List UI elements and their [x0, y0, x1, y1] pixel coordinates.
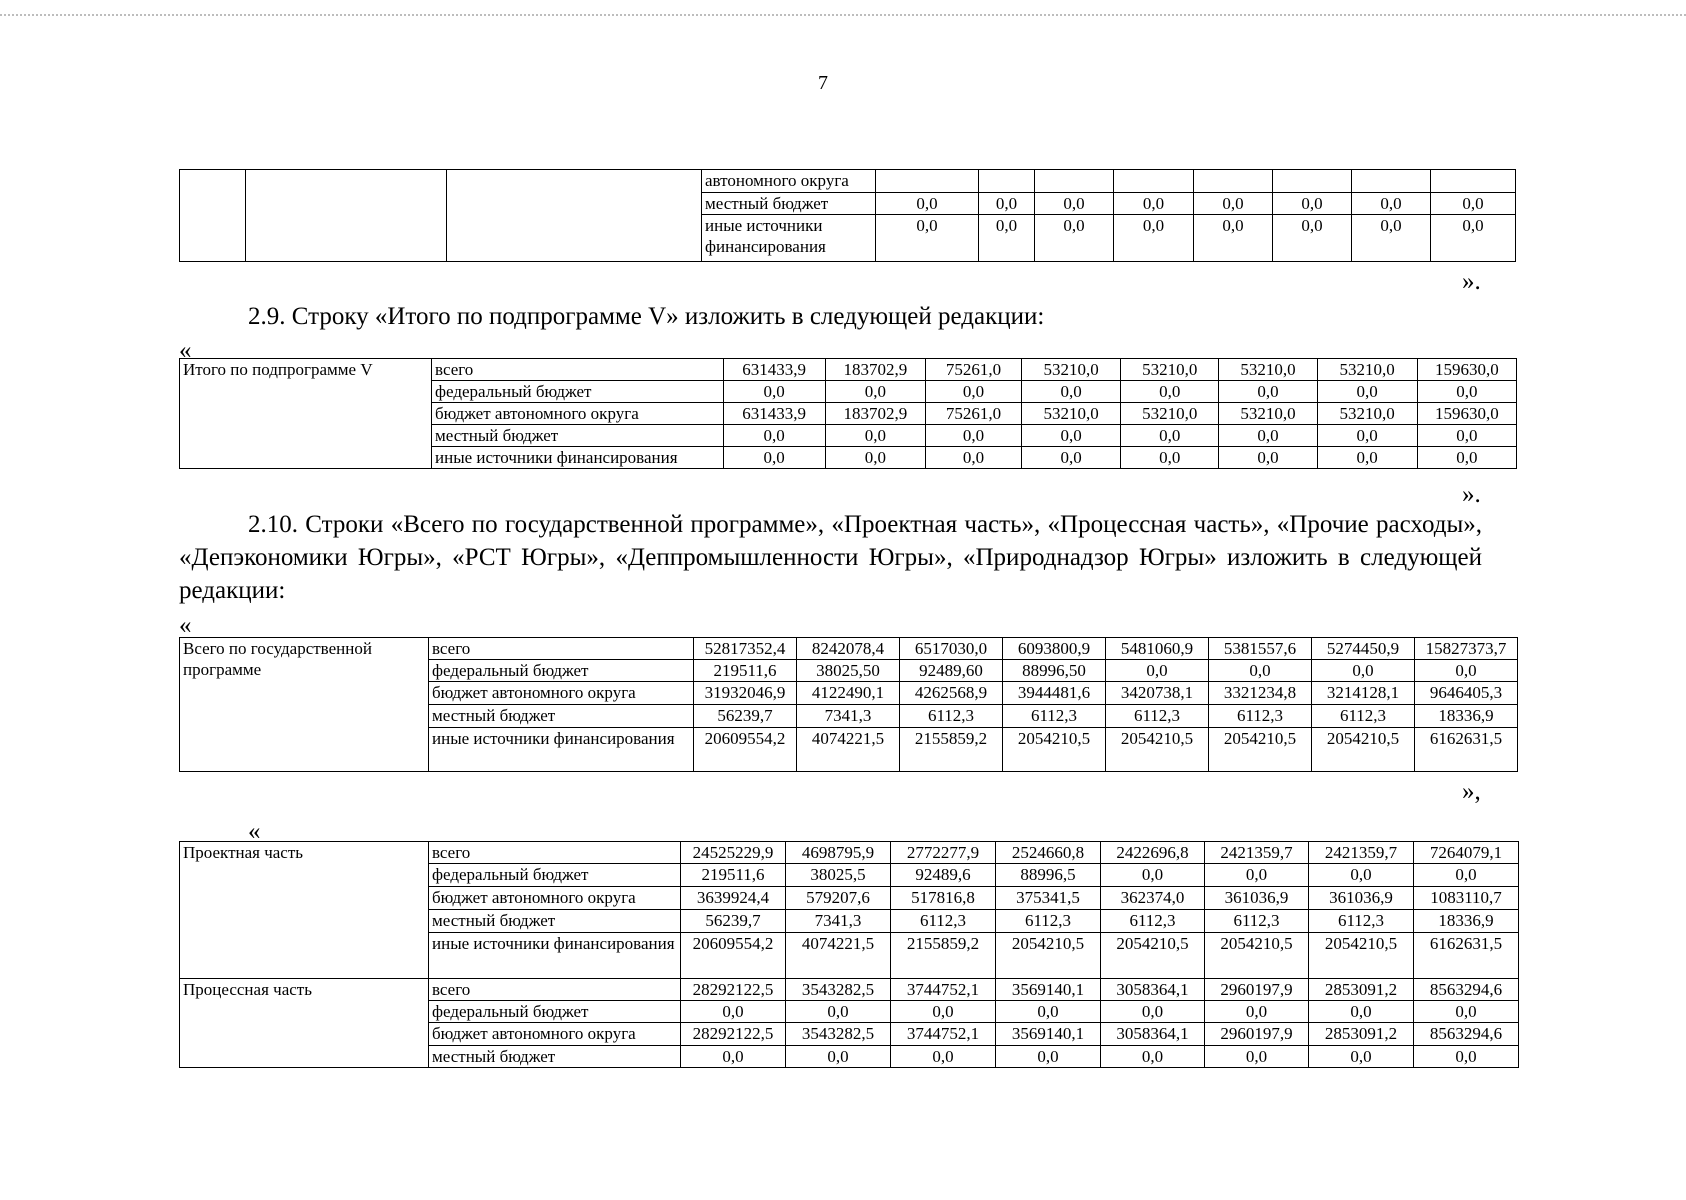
row-label: всего [429, 842, 681, 864]
value-cell: 6112,3 [1312, 705, 1415, 728]
value-cell: 56239,7 [681, 910, 786, 933]
value-cell: 2054210,5 [1309, 933, 1414, 979]
value-cell: 0,0 [1219, 381, 1317, 403]
value-cell: 0,0 [1273, 193, 1352, 215]
row-label: иные источники финансирования [429, 933, 681, 979]
value-cell: 5274450,9 [1312, 638, 1415, 660]
value-cell: 361036,9 [1205, 887, 1309, 910]
value-cell: 362374,0 [1101, 887, 1205, 910]
value-cell: 0,0 [1205, 1001, 1309, 1023]
value-cell: 53210,0 [1317, 403, 1417, 425]
value-cell: 0,0 [1415, 660, 1518, 682]
value-cell: 0,0 [979, 215, 1035, 262]
value-cell: 53210,0 [1121, 359, 1219, 381]
value-cell: 0,0 [876, 215, 979, 262]
value-cell: 88996,50 [1003, 660, 1106, 682]
value-cell: 92489,6 [891, 864, 996, 887]
value-cell: 3543282,5 [786, 1023, 891, 1046]
row-label: всего [429, 638, 694, 660]
value-cell: 6112,3 [1106, 705, 1209, 728]
value-cell: 2422696,8 [1101, 842, 1205, 864]
value-cell [1352, 170, 1431, 193]
value-cell: 0,0 [723, 381, 825, 403]
value-cell: 0,0 [996, 1001, 1101, 1023]
value-cell: 579207,6 [786, 887, 891, 910]
group-label: Процессная часть [180, 979, 429, 1068]
table-row [180, 842, 1519, 864]
value-cell: 3744752,1 [891, 979, 996, 1001]
value-cell: 0,0 [1194, 215, 1273, 262]
project-process-parts-table [179, 841, 1519, 1068]
value-cell: 0,0 [723, 447, 825, 469]
row-label: автономного округа [702, 170, 876, 193]
paragraph-2-10: 2.10. Строки «Всего по государственной программе», «Проектная часть», «Процессная часть», «Прочие расходы», «Депэкономики Югры», «РСТ Югры», «Деппромышленности Югры», «Природнадзор Югры» изложить в следующей редакции: [179, 511, 1482, 604]
value-cell: 53210,0 [1022, 359, 1121, 381]
row-label: местный бюджет [702, 193, 876, 215]
value-cell: 3543282,5 [786, 979, 891, 1001]
row-label: федеральный бюджет [429, 864, 681, 887]
value-cell: 0,0 [1194, 193, 1273, 215]
value-cell: 0,0 [1205, 1046, 1309, 1068]
value-cell: 28292122,5 [681, 979, 786, 1001]
value-cell: 2853091,2 [1309, 1023, 1414, 1046]
value-cell: 4074221,5 [797, 728, 900, 772]
table-row [180, 170, 1516, 193]
value-cell: 0,0 [1209, 660, 1312, 682]
value-cell: 0,0 [925, 425, 1021, 447]
value-cell: 2054210,5 [1101, 933, 1205, 979]
value-cell: 52817352,4 [694, 638, 797, 660]
value-cell: 9646405,3 [1415, 682, 1518, 705]
value-cell: 517816,8 [891, 887, 996, 910]
value-cell: 6093800,9 [1003, 638, 1106, 660]
value-cell: 0,0 [1431, 215, 1516, 262]
value-cell: 18336,9 [1414, 910, 1519, 933]
value-cell: 53210,0 [1219, 359, 1317, 381]
value-cell: 0,0 [1417, 447, 1516, 469]
value-cell: 0,0 [1121, 447, 1219, 469]
value-cell: 0,0 [1022, 447, 1121, 469]
value-cell: 6112,3 [1209, 705, 1312, 728]
value-cell: 219511,6 [694, 660, 797, 682]
value-cell: 0,0 [1309, 864, 1414, 887]
value-cell: 0,0 [1121, 425, 1219, 447]
value-cell: 0,0 [979, 193, 1035, 215]
value-cell: 2054210,5 [1209, 728, 1312, 772]
value-cell: 53210,0 [1022, 403, 1121, 425]
value-cell: 2421359,7 [1309, 842, 1414, 864]
value-cell: 0,0 [1414, 864, 1519, 887]
value-cell: 24525229,9 [681, 842, 786, 864]
page-number: 7 [818, 72, 828, 94]
opening-quote: « [179, 612, 192, 639]
value-cell: 2054210,5 [1106, 728, 1209, 772]
continuation-table [179, 169, 1516, 262]
value-cell: 2155859,2 [891, 933, 996, 979]
value-cell: 3569140,1 [996, 1023, 1101, 1046]
value-cell: 3944481,6 [1003, 682, 1106, 705]
scan-edge-artifact [0, 14, 1686, 16]
value-cell: 2853091,2 [1309, 979, 1414, 1001]
value-cell: 0,0 [681, 1046, 786, 1068]
empty-cell [246, 170, 447, 262]
value-cell: 5481060,9 [1106, 638, 1209, 660]
row-label: бюджет автономного округа [429, 887, 681, 910]
value-cell: 3639924,4 [681, 887, 786, 910]
group-label: Итого по подпрограмме V [180, 359, 432, 469]
value-cell: 2960197,9 [1205, 1023, 1309, 1046]
value-cell: 4262568,9 [900, 682, 1003, 705]
value-cell: 0,0 [1312, 660, 1415, 682]
value-cell: 0,0 [1414, 1046, 1519, 1068]
value-cell: 0,0 [1106, 660, 1209, 682]
value-cell: 0,0 [1101, 864, 1205, 887]
value-cell: 2960197,9 [1205, 979, 1309, 1001]
row-label: федеральный бюджет [432, 381, 723, 403]
value-cell: 6112,3 [891, 910, 996, 933]
value-cell: 7341,3 [797, 705, 900, 728]
value-cell: 0,0 [1101, 1001, 1205, 1023]
value-cell: 0,0 [891, 1046, 996, 1068]
value-cell [1194, 170, 1273, 193]
value-cell: 4122490,1 [797, 682, 900, 705]
value-cell: 2054210,5 [1003, 728, 1106, 772]
row-label: всего [432, 359, 723, 381]
value-cell: 0,0 [1022, 381, 1121, 403]
value-cell: 8563294,6 [1414, 979, 1519, 1001]
table-row [180, 638, 1518, 660]
empty-cell [180, 170, 246, 262]
value-cell: 7264079,1 [1414, 842, 1519, 864]
value-cell: 28292122,5 [681, 1023, 786, 1046]
value-cell: 219511,6 [681, 864, 786, 887]
value-cell: 38025,50 [797, 660, 900, 682]
empty-cell [447, 170, 702, 262]
value-cell: 2524660,8 [996, 842, 1101, 864]
value-cell: 0,0 [1205, 864, 1309, 887]
value-cell: 0,0 [825, 447, 925, 469]
value-cell: 159630,0 [1417, 359, 1516, 381]
value-cell: 0,0 [1022, 425, 1121, 447]
value-cell: 0,0 [825, 381, 925, 403]
value-cell: 0,0 [1219, 425, 1317, 447]
value-cell: 8563294,6 [1414, 1023, 1519, 1046]
value-cell: 6112,3 [1003, 705, 1106, 728]
value-cell: 6162631,5 [1415, 728, 1518, 772]
row-label: иные источники финансирования [432, 447, 723, 469]
value-cell: 2054210,5 [1312, 728, 1415, 772]
table-row [180, 979, 1519, 1001]
value-cell: 56239,7 [694, 705, 797, 728]
value-cell: 0,0 [876, 193, 979, 215]
value-cell: 0,0 [925, 381, 1021, 403]
value-cell: 0,0 [1309, 1001, 1414, 1023]
state-program-total-table [179, 637, 1518, 772]
row-label: бюджет автономного округа [429, 1023, 681, 1046]
value-cell: 20609554,2 [681, 933, 786, 979]
value-cell: 3214128,1 [1312, 682, 1415, 705]
value-cell: 0,0 [1114, 193, 1194, 215]
group-label: Проектная часть [180, 842, 429, 979]
value-cell: 8242078,4 [797, 638, 900, 660]
value-cell: 31932046,9 [694, 682, 797, 705]
value-cell: 3569140,1 [996, 979, 1101, 1001]
row-label: бюджет автономного округа [429, 682, 694, 705]
value-cell: 0,0 [996, 1046, 1101, 1068]
value-cell [1114, 170, 1194, 193]
value-cell: 183702,9 [825, 359, 925, 381]
value-cell: 0,0 [1317, 381, 1417, 403]
value-cell: 183702,9 [825, 403, 925, 425]
value-cell: 0,0 [1417, 425, 1516, 447]
value-cell: 3321234,8 [1209, 682, 1312, 705]
value-cell: 0,0 [1352, 215, 1431, 262]
subprogram-v-total-table [179, 358, 1517, 469]
value-cell: 0,0 [1121, 381, 1219, 403]
value-cell: 38025,5 [786, 864, 891, 887]
value-cell: 2054210,5 [1205, 933, 1309, 979]
value-cell [979, 170, 1035, 193]
row-label: иные источники финансирования [702, 215, 876, 262]
closing-quote: », [1462, 778, 1481, 805]
value-cell: 0,0 [1219, 447, 1317, 469]
value-cell: 92489,60 [900, 660, 1003, 682]
row-label: местный бюджет [429, 910, 681, 933]
value-cell: 3058364,1 [1101, 979, 1205, 1001]
value-cell: 0,0 [1417, 381, 1516, 403]
value-cell: 631433,9 [723, 359, 825, 381]
value-cell: 0,0 [1414, 1001, 1519, 1023]
value-cell: 88996,5 [996, 864, 1101, 887]
value-cell: 2155859,2 [900, 728, 1003, 772]
value-cell: 0,0 [1101, 1046, 1205, 1068]
row-label: местный бюджет [432, 425, 723, 447]
value-cell: 3744752,1 [891, 1023, 996, 1046]
value-cell: 2772277,9 [891, 842, 996, 864]
value-cell: 1083110,7 [1414, 887, 1519, 910]
group-label: Всего по государственной программе [180, 638, 429, 772]
value-cell: 6112,3 [1309, 910, 1414, 933]
value-cell [1273, 170, 1352, 193]
opening-quote: « [248, 818, 261, 845]
closing-quote: ». [1462, 268, 1481, 295]
row-label: бюджет автономного округа [432, 403, 723, 425]
value-cell: 53210,0 [1219, 403, 1317, 425]
opening-quote: « [179, 337, 192, 364]
value-cell: 0,0 [786, 1046, 891, 1068]
value-cell: 0,0 [1273, 215, 1352, 262]
row-label: федеральный бюджет [429, 660, 694, 682]
value-cell: 75261,0 [925, 359, 1021, 381]
row-label: местный бюджет [429, 1046, 681, 1068]
value-cell: 0,0 [1309, 1046, 1414, 1068]
value-cell: 631433,9 [723, 403, 825, 425]
value-cell: 2421359,7 [1205, 842, 1309, 864]
value-cell: 6112,3 [1205, 910, 1309, 933]
row-label: иные источники финансирования [429, 728, 694, 772]
value-cell: 0,0 [786, 1001, 891, 1023]
value-cell [876, 170, 979, 193]
value-cell: 75261,0 [925, 403, 1021, 425]
value-cell: 0,0 [891, 1001, 996, 1023]
value-cell: 0,0 [825, 425, 925, 447]
value-cell: 0,0 [1035, 215, 1114, 262]
value-cell: 0,0 [1035, 193, 1114, 215]
value-cell: 53210,0 [1121, 403, 1219, 425]
value-cell: 18336,9 [1415, 705, 1518, 728]
value-cell: 53210,0 [1317, 359, 1417, 381]
value-cell: 3058364,1 [1101, 1023, 1205, 1046]
value-cell: 20609554,2 [694, 728, 797, 772]
value-cell: 7341,3 [786, 910, 891, 933]
value-cell [1431, 170, 1516, 193]
value-cell [1035, 170, 1114, 193]
value-cell: 4698795,9 [786, 842, 891, 864]
value-cell: 5381557,6 [1209, 638, 1312, 660]
value-cell: 6112,3 [996, 910, 1101, 933]
value-cell: 0,0 [1431, 193, 1516, 215]
value-cell: 6162631,5 [1414, 933, 1519, 979]
value-cell: 15827373,7 [1415, 638, 1518, 660]
paragraph-2-9: 2.9. Строку «Итого по подпрограмме V» изложить в следующей редакции: [248, 303, 1045, 330]
value-cell: 0,0 [925, 447, 1021, 469]
value-cell: 0,0 [1114, 215, 1194, 262]
value-cell: 0,0 [1317, 425, 1417, 447]
value-cell: 0,0 [1352, 193, 1431, 215]
value-cell: 4074221,5 [786, 933, 891, 979]
value-cell: 375341,5 [996, 887, 1101, 910]
value-cell: 159630,0 [1417, 403, 1516, 425]
value-cell: 2054210,5 [996, 933, 1101, 979]
closing-quote: ». [1462, 481, 1481, 508]
value-cell: 0,0 [1317, 447, 1417, 469]
value-cell: 361036,9 [1309, 887, 1414, 910]
value-cell: 3420738,1 [1106, 682, 1209, 705]
table-row [180, 359, 1517, 381]
value-cell: 6112,3 [900, 705, 1003, 728]
value-cell: 0,0 [723, 425, 825, 447]
value-cell: 6112,3 [1101, 910, 1205, 933]
row-label: местный бюджет [429, 705, 694, 728]
row-label: федеральный бюджет [429, 1001, 681, 1023]
value-cell: 0,0 [681, 1001, 786, 1023]
row-label: всего [429, 979, 681, 1001]
value-cell: 6517030,0 [900, 638, 1003, 660]
